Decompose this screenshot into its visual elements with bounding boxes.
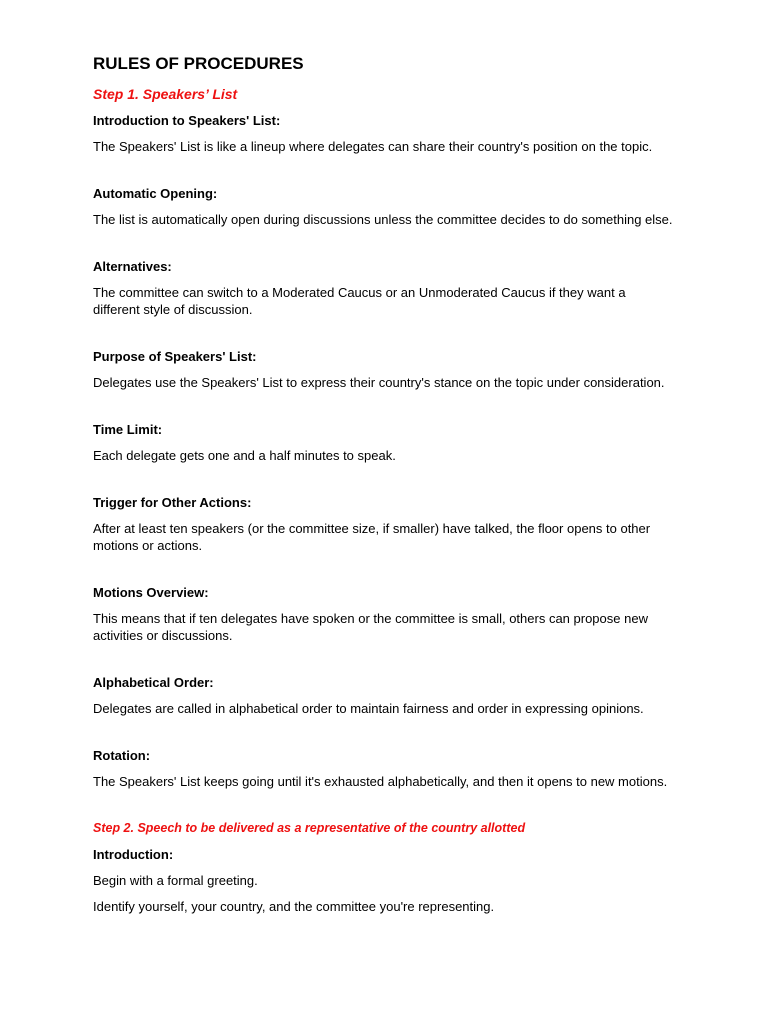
section-text: The list is automatically open during discussions unless the committee decides to do something else.: [93, 212, 673, 227]
section-heading: Automatic Opening:: [93, 186, 218, 201]
section-heading: Alternatives:: [93, 259, 172, 274]
section-heading: Purpose of Speakers' List:: [93, 349, 257, 364]
section-text: The Speakers' List keeps going until it's exhausted alphabetically, and then it opens to new motions.: [93, 774, 668, 789]
section-introduction-speakers-list: [93, 112, 688, 155]
section-heading: Introduction to Speakers' List:: [93, 113, 281, 128]
step-1-heading: Step 1. Speakers’ List: [93, 86, 238, 102]
section-text: This means that if ten delegates have spoken or the committee is small, others can propose new activities or discussions.: [93, 611, 648, 643]
step-2-line: Identify yourself, your country, and the committee you're representing.: [93, 899, 495, 914]
section-text: Delegates use the Speakers' List to express their country's stance on the topic under consideration.: [93, 375, 665, 390]
section-text: After at least ten speakers (or the committee size, if smaller) have talked, the floor opens to other motions or actions.: [93, 521, 651, 553]
section-heading: Alphabetical Order:: [93, 675, 214, 690]
section-trigger: [93, 494, 688, 554]
section-text: Each delegate gets one and a half minutes to speak.: [93, 448, 396, 463]
section-text: Delegates are called in alphabetical order to maintain fairness and order in expressing opinions.: [93, 701, 644, 716]
section-heading: Rotation:: [93, 748, 151, 763]
step-2-line: Begin with a formal greeting.: [93, 873, 258, 888]
section-text: The committee can switch to a Moderated Caucus or an Unmoderated Caucus if they want a different style of discussion.: [93, 285, 626, 317]
section-time-limit: [93, 421, 688, 464]
section-text: The Speakers' List is like a lineup where delegates can share their country's position on the topic.: [93, 139, 653, 154]
section-heading: Trigger for Other Actions:: [93, 495, 252, 510]
section-motions-overview: [93, 584, 688, 644]
section-purpose: [93, 348, 688, 391]
section-heading: Motions Overview:: [93, 585, 209, 600]
section-heading: Time Limit:: [93, 422, 163, 437]
section-alphabetical-order: [93, 674, 688, 717]
section-rotation: [93, 747, 688, 790]
step-2-heading: Step 2. Speech to be delivered as a representative of the country allotted: [93, 821, 526, 835]
step-2-introduction-heading: Introduction:: [93, 847, 174, 862]
document-title: RULES OF PROCEDURES: [93, 54, 304, 73]
section-alternatives: [93, 258, 688, 318]
section-automatic-opening: [93, 185, 688, 228]
